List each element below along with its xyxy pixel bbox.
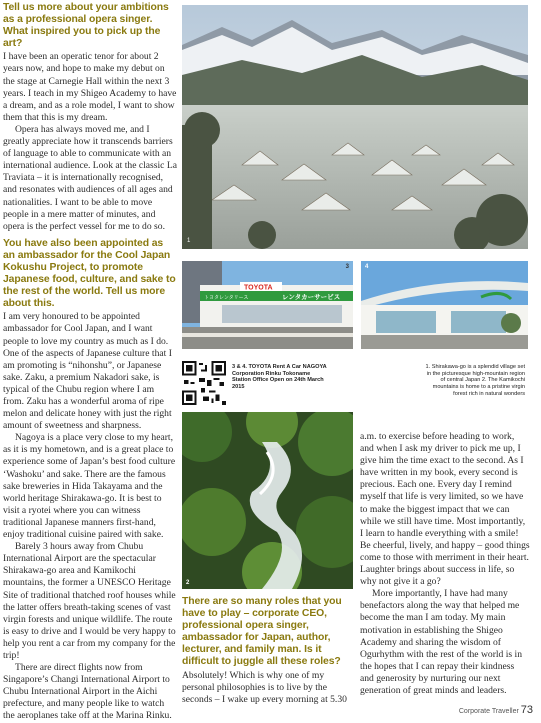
left-column <box>3 2 177 723</box>
toyota-office-photo <box>182 261 353 349</box>
question-heading-1: Tell us more about your ambitions as a professional opera singer. What inspired you to pick up the art? <box>3 2 169 50</box>
photo-number-4: 4 <box>365 264 369 270</box>
photo-caption: 1. Shirakawa-go is a splendid village set in the picturesque high-mountain region of central Japan 2. The Kamikochi mountains is home to a pristine virgin forest rich in natural wonders <box>425 364 525 397</box>
page-number: 73 <box>520 704 533 716</box>
paragraph: More importantly, I have had many benefactors along the way that helped me become the man I am today. My main motivation in establishing the Shigeo Academy and sharing the wisdom of Ogurhythm with the rest of the world is in the hopes that I can repay their kindness and generosity by nurturing our next generation of great minds and leaders. <box>360 588 523 696</box>
kamikochi-forest-photo <box>182 412 353 589</box>
photo-number-2: 2 <box>186 580 190 586</box>
paragraph: I am very honoured to be appointed ambassador for Cool Japan, and I want people to love my country as much as I do. One of the aspects of Japanese culture that I am promoting is “nihonshu”, or Japanese sake. Zaku, a premium Nakadori sake, is typical of the Chubu region where I am from. Zaku has a wonderful aroma of ripe melon and delicate honey with just the right amount of sweetness and sharpness. <box>3 311 172 432</box>
paragraph: a.m. to exercise before heading to work, and when I ask my driver to pick me up, I give him the time exact to the second. As I have written in my book, every second is precious. Each one. Every day I remind myself that life is very limited, so we have to make the biggest impact that we can while we still have time. Most importantly, I learn to handle everything with a smile! Be cheerful, lively, and happy – good things come to those with merriment in their heart. Laughter brings about success in life, so why not give it a go? <box>360 431 530 588</box>
toyota-sign: TOYOTA <box>244 284 273 292</box>
paragraph: There are direct flights now from Singapore’s Changi International Airport to Chubu International Airport in the Aichi prefecture, and many people like to watch the aeroplanes take off at the Marina Rinku. <box>3 662 172 722</box>
paragraph: Opera has always moved me, and I greatly appreciate how it transcends barriers of language to able to communicate with an international audience. Look at the classic La Traviata – it is internationally recognised, and resonates with audiences of all ages and nationalities. I want to be able to move people in a mere matter of minutes, and opera is the perfect vessel for me to do so. <box>3 123 177 232</box>
paragraph: I have been an operatic tenor for about 2 years now, and hope to make my debut on the stage at Carnegie Hall within the next 3 years. I teach in my Shigeo Academy to have a dream, and as a role model, I want to show them that this is my dream. <box>3 51 177 123</box>
qr-code[interactable] <box>182 361 226 405</box>
question-heading-3: There are so many roles that you have to play – corporate CEO, professional opera singer, ambassador for Japan, author, lecturer, and family man. Is it difficult to juggle all these roles? <box>182 596 342 668</box>
middle-column <box>182 596 354 706</box>
shirakawa-go-photo <box>182 5 528 249</box>
toyota-building-photo <box>361 261 528 349</box>
page-footer <box>459 704 533 716</box>
question-heading-2: You have also been appointed as an ambassador for the Cool Japan Kokushu Project, to promote Japanese food, culture, and sake to the rest of the world. Tell us more about this. <box>3 237 176 310</box>
paragraph: Nagoya is a place very close to my heart, as it is my hometown, and is a great place to experience some of Japan’s best food culture ‘Washoku’ and sake. There are the famous sake breweries in Hida Takayama and the world heritage Shirakawa-go. It is best to visit a ryotei where you can witness traditional Japanese manners first-hand, enjoy traditional cuisine paired with sake. <box>3 432 176 541</box>
publication-name: Corporate Traveller <box>458 708 519 715</box>
toyota-rent-sign: トヨタレンタリース <box>204 295 249 301</box>
rental-sign: レンタカーサービス <box>282 294 341 301</box>
paragraph: Barely 3 hours away from Chubu International Airport are the spectacular Shirakawa-go area and Kamikochi mountains, the former a UNESCO Heritage Site of traditional thatched roof houses while the latter offers breath-taking scenes of vast virgin forests and unique wildlife. The route is easy to drive and I would be very happy to help you rent a car from my company for the trip! <box>3 541 176 661</box>
paragraph: Absolutely! Which is why one of my personal philosophies is to live by the seconds – I wake up every morning at 5.30 <box>182 669 347 705</box>
photo-number-3: 3 <box>345 264 349 270</box>
photo-number: 1 <box>187 238 191 244</box>
right-column <box>360 431 530 697</box>
qr-caption: 3 & 4. TOYOTA Rent A Car NAGOYA Corporation Rinku Tokoname Station Office Open on 24th March 2015 <box>232 364 327 391</box>
